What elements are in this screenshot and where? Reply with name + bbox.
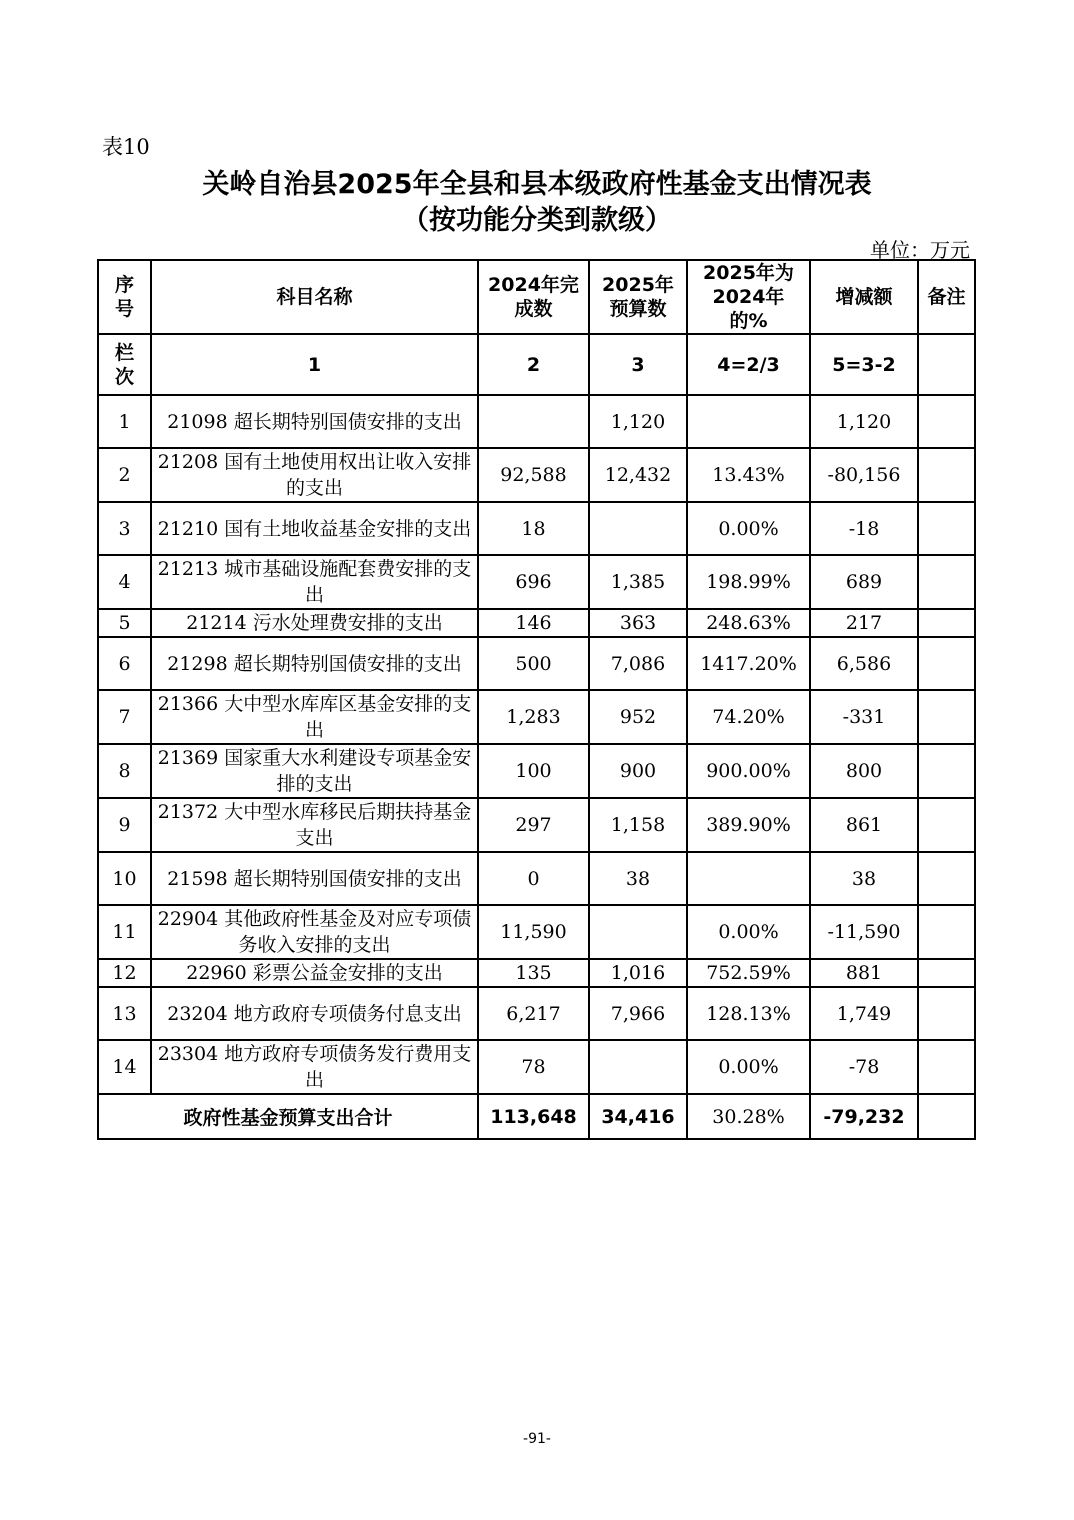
cell-pct: 0.00% bbox=[687, 502, 810, 555]
cell-pct: 0.00% bbox=[687, 1040, 810, 1094]
table-row bbox=[98, 852, 975, 905]
header-pct: 2025年为2024年的% bbox=[687, 260, 810, 334]
header-2025: 2025年预算数 bbox=[589, 260, 687, 334]
cell-pct: 900.00% bbox=[687, 744, 810, 798]
cell-note bbox=[918, 959, 975, 987]
index-diff: 5=3-2 bbox=[810, 334, 918, 395]
cell-seq: 3 bbox=[98, 502, 151, 555]
header-row bbox=[98, 260, 975, 334]
cell-diff: -80,156 bbox=[810, 448, 918, 502]
page-number: -91- bbox=[523, 1431, 551, 1447]
cell-name: 23204 地方政府专项债务付息支出 bbox=[151, 987, 478, 1040]
cell-y2024: 92,588 bbox=[478, 448, 589, 502]
cell-y2025: 38 bbox=[589, 852, 687, 905]
cell-y2024: 1,283 bbox=[478, 690, 589, 744]
cell-name: 23304 地方政府专项债务发行费用支出 bbox=[151, 1040, 478, 1094]
cell-pct: 198.99% bbox=[687, 555, 810, 609]
page-title: 关岭自治县2025年全县和县本级政府性基金支出情况表 bbox=[202, 169, 872, 200]
cell-name: 21366 大中型水库库区基金安排的支出 bbox=[151, 690, 478, 744]
cell-y2024: 500 bbox=[478, 637, 589, 690]
cell-note bbox=[918, 690, 975, 744]
cell-name: 21598 超长期特别国债安排的支出 bbox=[151, 852, 478, 905]
cell-note bbox=[918, 395, 975, 448]
cell-note bbox=[918, 637, 975, 690]
cell-note bbox=[918, 798, 975, 852]
cell-note bbox=[918, 744, 975, 798]
cell-note bbox=[918, 555, 975, 609]
cell-name: 21369 国家重大水利建设专项基金安排的支出 bbox=[151, 744, 478, 798]
cell-pct bbox=[687, 395, 810, 448]
cell-y2025 bbox=[589, 905, 687, 959]
cell-note bbox=[918, 987, 975, 1040]
cell-note bbox=[918, 448, 975, 502]
table-row bbox=[98, 905, 975, 959]
total-2024: 113,648 bbox=[478, 1094, 589, 1139]
index-2025: 3 bbox=[589, 334, 687, 395]
cell-seq: 1 bbox=[98, 395, 151, 448]
cell-name: 22960 彩票公益金安排的支出 bbox=[151, 959, 478, 987]
cell-name: 21214 污水处理费安排的支出 bbox=[151, 609, 478, 637]
cell-seq: 8 bbox=[98, 744, 151, 798]
header-2024: 2024年完成数 bbox=[478, 260, 589, 334]
cell-y2024: 100 bbox=[478, 744, 589, 798]
index-2024: 2 bbox=[478, 334, 589, 395]
cell-diff: 689 bbox=[810, 555, 918, 609]
index-pct: 4=2/3 bbox=[687, 334, 810, 395]
cell-seq: 6 bbox=[98, 637, 151, 690]
cell-name: 21208 国有土地使用权出让收入安排的支出 bbox=[151, 448, 478, 502]
cell-y2024 bbox=[478, 395, 589, 448]
cell-note bbox=[918, 905, 975, 959]
cell-y2024: 0 bbox=[478, 852, 589, 905]
cell-diff: -78 bbox=[810, 1040, 918, 1094]
cell-name: 22904 其他政府性基金及对应专项债务收入安排的支出 bbox=[151, 905, 478, 959]
cell-pct bbox=[687, 852, 810, 905]
cell-note bbox=[918, 502, 975, 555]
table-row bbox=[98, 744, 975, 798]
cell-diff: -11,590 bbox=[810, 905, 918, 959]
cell-y2025: 7,086 bbox=[589, 637, 687, 690]
total-row bbox=[98, 1094, 975, 1139]
cell-seq: 4 bbox=[98, 555, 151, 609]
cell-y2025: 1,016 bbox=[589, 959, 687, 987]
header-diff: 增减额 bbox=[810, 260, 918, 334]
cell-diff: -18 bbox=[810, 502, 918, 555]
cell-seq: 5 bbox=[98, 609, 151, 637]
cell-diff: 881 bbox=[810, 959, 918, 987]
cell-y2025 bbox=[589, 502, 687, 555]
cell-y2024: 6,217 bbox=[478, 987, 589, 1040]
cell-name: 21298 超长期特别国债安排的支出 bbox=[151, 637, 478, 690]
total-label: 政府性基金预算支出合计 bbox=[98, 1094, 478, 1139]
cell-y2024: 18 bbox=[478, 502, 589, 555]
cell-pct: 248.63% bbox=[687, 609, 810, 637]
index-note bbox=[918, 334, 975, 395]
cell-diff: -331 bbox=[810, 690, 918, 744]
cell-y2024: 146 bbox=[478, 609, 589, 637]
cell-note bbox=[918, 1040, 975, 1094]
cell-pct: 128.13% bbox=[687, 987, 810, 1040]
cell-seq: 11 bbox=[98, 905, 151, 959]
table-row bbox=[98, 1040, 975, 1094]
cell-diff: 1,749 bbox=[810, 987, 918, 1040]
cell-y2024: 297 bbox=[478, 798, 589, 852]
total-2025: 34,416 bbox=[589, 1094, 687, 1139]
page-subtitle: （按功能分类到款级） bbox=[402, 205, 672, 236]
cell-y2024: 78 bbox=[478, 1040, 589, 1094]
table-row bbox=[98, 448, 975, 502]
cell-y2025: 1,385 bbox=[589, 555, 687, 609]
table-row bbox=[98, 987, 975, 1040]
cell-y2025: 12,432 bbox=[589, 448, 687, 502]
cell-pct: 74.20% bbox=[687, 690, 810, 744]
cell-diff: 800 bbox=[810, 744, 918, 798]
cell-diff: 217 bbox=[810, 609, 918, 637]
table-row bbox=[98, 609, 975, 637]
table-body bbox=[98, 395, 975, 1094]
table-row bbox=[98, 690, 975, 744]
total-diff: -79,232 bbox=[810, 1094, 918, 1139]
header-name: 科目名称 bbox=[151, 260, 478, 334]
cell-seq: 7 bbox=[98, 690, 151, 744]
cell-diff: 1,120 bbox=[810, 395, 918, 448]
cell-seq: 9 bbox=[98, 798, 151, 852]
cell-pct: 13.43% bbox=[687, 448, 810, 502]
cell-seq: 14 bbox=[98, 1040, 151, 1094]
unit-label: 单位：万元 bbox=[870, 238, 970, 262]
cell-seq: 2 bbox=[98, 448, 151, 502]
cell-y2025 bbox=[589, 1040, 687, 1094]
cell-pct: 752.59% bbox=[687, 959, 810, 987]
cell-pct: 1417.20% bbox=[687, 637, 810, 690]
total-note bbox=[918, 1094, 975, 1139]
index-seq: 栏次 bbox=[98, 334, 151, 395]
total-pct: 30.28% bbox=[687, 1094, 810, 1139]
cell-name: 21210 国有土地收益基金安排的支出 bbox=[151, 502, 478, 555]
index-name: 1 bbox=[151, 334, 478, 395]
cell-name: 21372 大中型水库移民后期扶持基金支出 bbox=[151, 798, 478, 852]
cell-name: 21098 超长期特别国债安排的支出 bbox=[151, 395, 478, 448]
cell-diff: 6,586 bbox=[810, 637, 918, 690]
header-seq: 序号 bbox=[98, 260, 151, 334]
table-row bbox=[98, 959, 975, 987]
header-note: 备注 bbox=[918, 260, 975, 334]
cell-seq: 12 bbox=[98, 959, 151, 987]
cell-note bbox=[918, 609, 975, 637]
cell-y2025: 900 bbox=[589, 744, 687, 798]
table-row bbox=[98, 555, 975, 609]
cell-y2025: 1,120 bbox=[589, 395, 687, 448]
table-row bbox=[98, 798, 975, 852]
table-label: 表10 bbox=[102, 135, 150, 159]
cell-seq: 10 bbox=[98, 852, 151, 905]
cell-note bbox=[918, 852, 975, 905]
cell-y2024: 11,590 bbox=[478, 905, 589, 959]
cell-y2025: 952 bbox=[589, 690, 687, 744]
cell-y2025: 7,966 bbox=[589, 987, 687, 1040]
cell-pct: 389.90% bbox=[687, 798, 810, 852]
table-row bbox=[98, 502, 975, 555]
cell-diff: 861 bbox=[810, 798, 918, 852]
cell-y2025: 363 bbox=[589, 609, 687, 637]
expenditure-table bbox=[97, 259, 976, 1140]
table-row bbox=[98, 637, 975, 690]
cell-y2024: 696 bbox=[478, 555, 589, 609]
cell-y2024: 135 bbox=[478, 959, 589, 987]
cell-pct: 0.00% bbox=[687, 905, 810, 959]
table-row bbox=[98, 395, 975, 448]
cell-seq: 13 bbox=[98, 987, 151, 1040]
cell-name: 21213 城市基础设施配套费安排的支出 bbox=[151, 555, 478, 609]
cell-y2025: 1,158 bbox=[589, 798, 687, 852]
cell-diff: 38 bbox=[810, 852, 918, 905]
column-index-row bbox=[98, 334, 975, 395]
